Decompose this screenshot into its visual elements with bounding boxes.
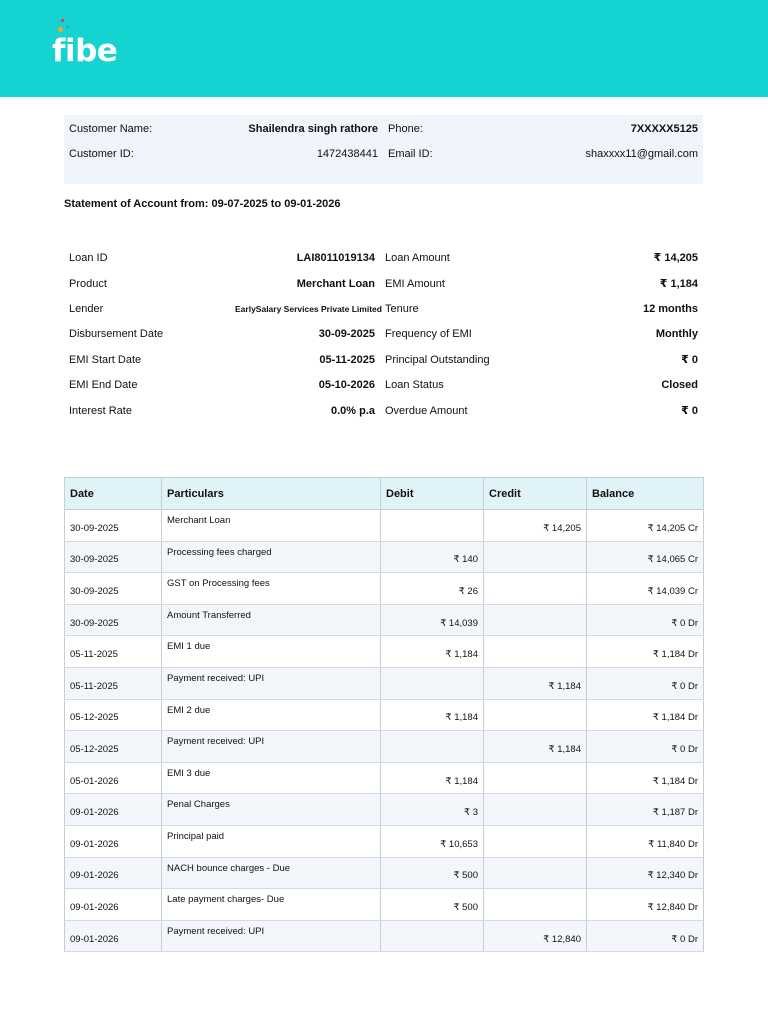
row-debit: ₹ 1,184 (381, 762, 484, 794)
row-particulars: Merchant Loan (162, 510, 381, 542)
table-row (65, 857, 704, 889)
customer-row-1 (64, 120, 703, 138)
table-row (65, 604, 704, 636)
row-credit: ₹ 12,840 (484, 920, 587, 952)
row-balance: ₹ 1,184 Dr (587, 762, 704, 794)
loan-id-label: Loan ID (69, 252, 108, 264)
loan-status-label: Loan Status (385, 379, 444, 391)
row-balance: ₹ 1,184 Dr (587, 636, 704, 668)
row-balance: ₹ 0 Dr (587, 667, 704, 699)
row-debit: ₹ 500 (381, 889, 484, 921)
customer-id-value: 1472438441 (316, 148, 378, 160)
interest-rate-value: 0.0% p.a (330, 405, 375, 417)
row-debit (381, 510, 484, 542)
row-balance: ₹ 0 Dr (587, 604, 704, 636)
table-row (65, 731, 704, 763)
logo-dot-blue (66, 25, 69, 28)
loan-detail-row (64, 249, 703, 267)
loan-detail-row (64, 325, 703, 343)
loan-amount-label: Loan Amount (385, 252, 450, 264)
product-value: Merchant Loan (296, 278, 375, 290)
loan-detail-row (64, 300, 703, 318)
loan-id-value: LAI8011019134 (296, 252, 375, 264)
table-header-row (65, 478, 704, 510)
phone-label: Phone: (388, 123, 423, 135)
row-balance: ₹ 11,840 Dr (587, 825, 704, 857)
header-balance: Balance (587, 478, 704, 510)
row-credit (484, 573, 587, 605)
row-date: 09-01-2026 (65, 794, 162, 826)
row-debit (381, 667, 484, 699)
loan-status-value: Closed (661, 379, 698, 391)
row-credit (484, 636, 587, 668)
row-date: 09-01-2026 (65, 920, 162, 952)
table-row (65, 699, 704, 731)
emi-frequency-value: Monthly (655, 328, 698, 340)
row-credit (484, 604, 587, 636)
row-date: 05-12-2025 (65, 731, 162, 763)
row-date: 05-12-2025 (65, 699, 162, 731)
loan-detail-row (64, 351, 703, 369)
header-banner (0, 0, 768, 97)
row-credit (484, 825, 587, 857)
row-particulars: Amount Transferred (162, 604, 381, 636)
statement-title: Statement of Account from: 09-07-2025 to 09-01-2026 (64, 198, 341, 210)
emi-amount-value: ₹ 1,184 (659, 278, 698, 290)
header-debit: Debit (381, 478, 484, 510)
table-row (65, 636, 704, 668)
logo-dot-red (61, 19, 64, 22)
row-debit: ₹ 500 (381, 857, 484, 889)
table-row (65, 573, 704, 605)
row-credit (484, 541, 587, 573)
table-row (65, 825, 704, 857)
row-particulars: Principal paid (162, 825, 381, 857)
row-date: 05-11-2025 (65, 636, 162, 668)
loan-detail-row (64, 402, 703, 420)
overdue-amount-value: ₹ 0 (681, 405, 698, 417)
principal-outstanding-label: Principal Outstanding (385, 354, 490, 366)
header-date: Date (65, 478, 162, 510)
product-label: Product (69, 278, 107, 290)
row-debit: ₹ 14,039 (381, 604, 484, 636)
row-debit: ₹ 1,184 (381, 699, 484, 731)
customer-name-value: Shailendra singh rathore (248, 123, 378, 135)
lender-value: EarlySalary Services Private Limited (235, 304, 382, 314)
row-credit: ₹ 1,184 (484, 731, 587, 763)
row-particulars: Processing fees charged (162, 541, 381, 573)
header-credit: Credit (484, 478, 587, 510)
row-date: 30-09-2025 (65, 541, 162, 573)
row-particulars: EMI 3 due (162, 762, 381, 794)
row-credit: ₹ 14,205 (484, 510, 587, 542)
row-balance: ₹ 0 Dr (587, 920, 704, 952)
table-row (65, 889, 704, 921)
row-credit (484, 794, 587, 826)
row-balance: ₹ 0 Dr (587, 731, 704, 763)
table-row (65, 794, 704, 826)
row-particulars: NACH bounce charges - Due (162, 857, 381, 889)
emi-end-date-label: EMI End Date (69, 379, 138, 391)
row-debit: ₹ 140 (381, 541, 484, 573)
row-particulars: EMI 1 due (162, 636, 381, 668)
emi-frequency-label: Frequency of EMI (385, 328, 472, 340)
row-particulars: Penal Charges (162, 794, 381, 826)
row-balance: ₹ 1,184 Dr (587, 699, 704, 731)
emi-start-date-value: 05-11-2025 (319, 354, 375, 366)
row-debit (381, 731, 484, 763)
emi-amount-label: EMI Amount (385, 278, 445, 290)
row-particulars: Payment received: UPI (162, 920, 381, 952)
row-date: 30-09-2025 (65, 604, 162, 636)
row-balance: ₹ 1,187 Dr (587, 794, 704, 826)
row-balance: ₹ 14,205 Cr (587, 510, 704, 542)
loan-detail-row (64, 275, 703, 293)
lender-label: Lender (69, 303, 104, 315)
row-particulars: Payment received: UPI (162, 731, 381, 763)
row-balance: ₹ 14,065 Cr (587, 541, 704, 573)
row-debit: ₹ 10,653 (381, 825, 484, 857)
row-balance: ₹ 12,840 Dr (587, 889, 704, 921)
row-date: 09-01-2026 (65, 889, 162, 921)
customer-name-label: Customer Name: (69, 123, 153, 135)
row-particulars: Payment received: UPI (162, 667, 381, 699)
row-date: 09-01-2026 (65, 825, 162, 857)
row-particulars: Late payment charges- Due (162, 889, 381, 921)
fibe-logo (52, 18, 132, 72)
table-row (65, 541, 704, 573)
interest-rate-label: Interest Rate (69, 405, 132, 417)
customer-id-label: Customer ID: (69, 148, 134, 160)
customer-info-box (64, 115, 703, 184)
row-particulars: GST on Processing fees (162, 573, 381, 605)
row-balance: ₹ 12,340 Dr (587, 857, 704, 889)
logo-text: fibe (52, 33, 118, 69)
row-credit (484, 699, 587, 731)
tenure-label: Tenure (385, 303, 419, 315)
table-row (65, 510, 704, 542)
row-date: 09-01-2026 (65, 857, 162, 889)
row-date: 30-09-2025 (65, 573, 162, 605)
principal-outstanding-value: ₹ 0 (681, 354, 698, 366)
disbursement-date-label: Disbursement Date (69, 328, 164, 340)
email-label: Email ID: (388, 148, 433, 160)
row-credit (484, 857, 587, 889)
row-credit (484, 762, 587, 794)
loan-amount-value: ₹ 14,205 (653, 252, 698, 264)
row-date: 05-11-2025 (65, 667, 162, 699)
email-value: shaxxxx11@gmail.com (585, 148, 698, 160)
row-debit: ₹ 26 (381, 573, 484, 605)
overdue-amount-label: Overdue Amount (385, 405, 468, 417)
row-balance: ₹ 14,039 Cr (587, 573, 704, 605)
row-credit (484, 889, 587, 921)
emi-end-date-value: 05-10-2026 (318, 379, 375, 391)
row-debit (381, 920, 484, 952)
phone-value: 7XXXXX5125 (630, 123, 698, 135)
customer-row-2 (64, 145, 703, 163)
table-row (65, 762, 704, 794)
loan-detail-row (64, 376, 703, 394)
row-particulars: EMI 2 due (162, 699, 381, 731)
tenure-value: 12 months (642, 303, 698, 315)
row-date: 30-09-2025 (65, 510, 162, 542)
row-debit: ₹ 1,184 (381, 636, 484, 668)
table-row (65, 667, 704, 699)
disbursement-date-value: 30-09-2025 (318, 328, 375, 340)
emi-start-date-label: EMI Start Date (69, 354, 142, 366)
row-date: 05-01-2026 (65, 762, 162, 794)
row-debit: ₹ 3 (381, 794, 484, 826)
table-row (65, 920, 704, 952)
transactions-table (64, 477, 704, 952)
header-particulars: Particulars (162, 478, 381, 510)
row-credit: ₹ 1,184 (484, 667, 587, 699)
